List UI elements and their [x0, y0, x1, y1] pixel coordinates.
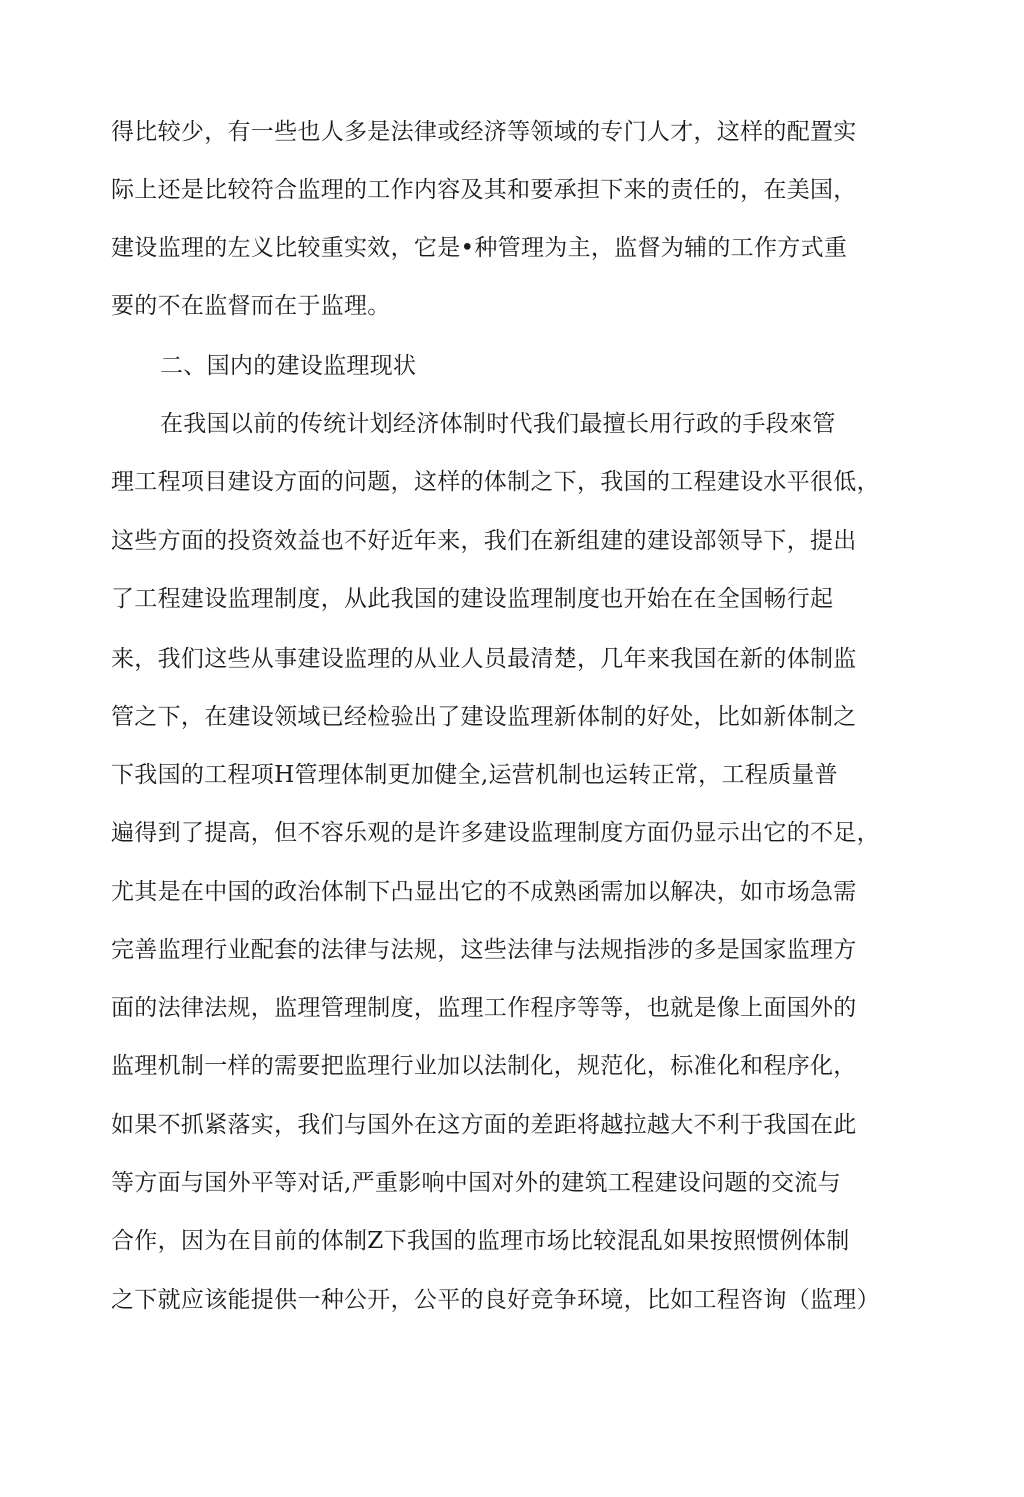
text-line-1: 得比较少，有一些也人多是法律或经济等领域的专门人才，这样的配置实 [111, 119, 857, 145]
text-line-11: 管之下，在建设领域已经检验出了建设监理新体制的好处，比如新体制之 [111, 704, 857, 730]
text-line-15: 完善监理行业配套的法律与法规，这些法律与法规指涉的多是国家监理方 [111, 937, 857, 963]
text-line-8: 这些方面的投资效益也不好近年来，我们在新组建的建设部领导下，提出 [111, 528, 857, 554]
text-line-9: 了工程建设监理制度，从此我国的建设监理制度也开始在在全国畅行起 [111, 586, 834, 612]
text-line-18: 如果不抓紧落实，我们与国外在这方面的差距将越拉越大不利于我国在此 [111, 1112, 857, 1138]
text-line-2: 际上还是比较符合监理的工作内容及其和要承担下来的责任的，在美国， [111, 177, 857, 203]
text-line-3: 建设监理的左义比较重实效，它是•种管理为主，监督为辅的工作方式重 [111, 235, 848, 261]
text-line-12: 下我国的工程项H管理体制更加健全,运营机制也运转正常，工程质量普 [111, 762, 838, 788]
text-line-19: 等方面与国外平等对话,严重影响中国对外的建筑工程建设问题的交流与 [111, 1170, 841, 1196]
text-line-14: 尤其是在中国的政治体制下凸显出它的不成熟函需加以解决，如市场急需 [111, 879, 857, 905]
section-heading: 二、国内的建设监理现状 [160, 353, 417, 379]
text-line-4: 要的不在监督而在于监理。 [111, 293, 391, 319]
text-line-13: 遍得到了提高，但不容乐观的是许多建设监理制度方面仍显示出它的不足， [111, 820, 880, 846]
text-line-17: 监理机制一样的需要把监理行业加以法制化，规范化，标准化和程序化， [111, 1053, 857, 1079]
text-line-20: 合作，因为在目前的体制Z下我国的监理市场比较混乱如果按照惯例体制 [111, 1228, 850, 1254]
text-line-16: 面的法律法规，监理管理制度，监理工作程序等等，也就是像上面国外的 [111, 995, 857, 1021]
text-line-6: 在我国以前的传统计划经济体制时代我们最擅长用行政的手段來管 [160, 411, 836, 437]
text-line-10: 来，我们这些从事建设监理的从业人员最清楚，几年来我国在新的体制监 [111, 646, 857, 672]
text-line-21: 之下就应该能提供一种公开，公平的良好竞争环境，比如工程咨询（监理） [111, 1287, 880, 1313]
text-line-7: 理工程项目建设方面的问题，这样的体制之下，我国的工程建设水平很低， [111, 469, 880, 495]
